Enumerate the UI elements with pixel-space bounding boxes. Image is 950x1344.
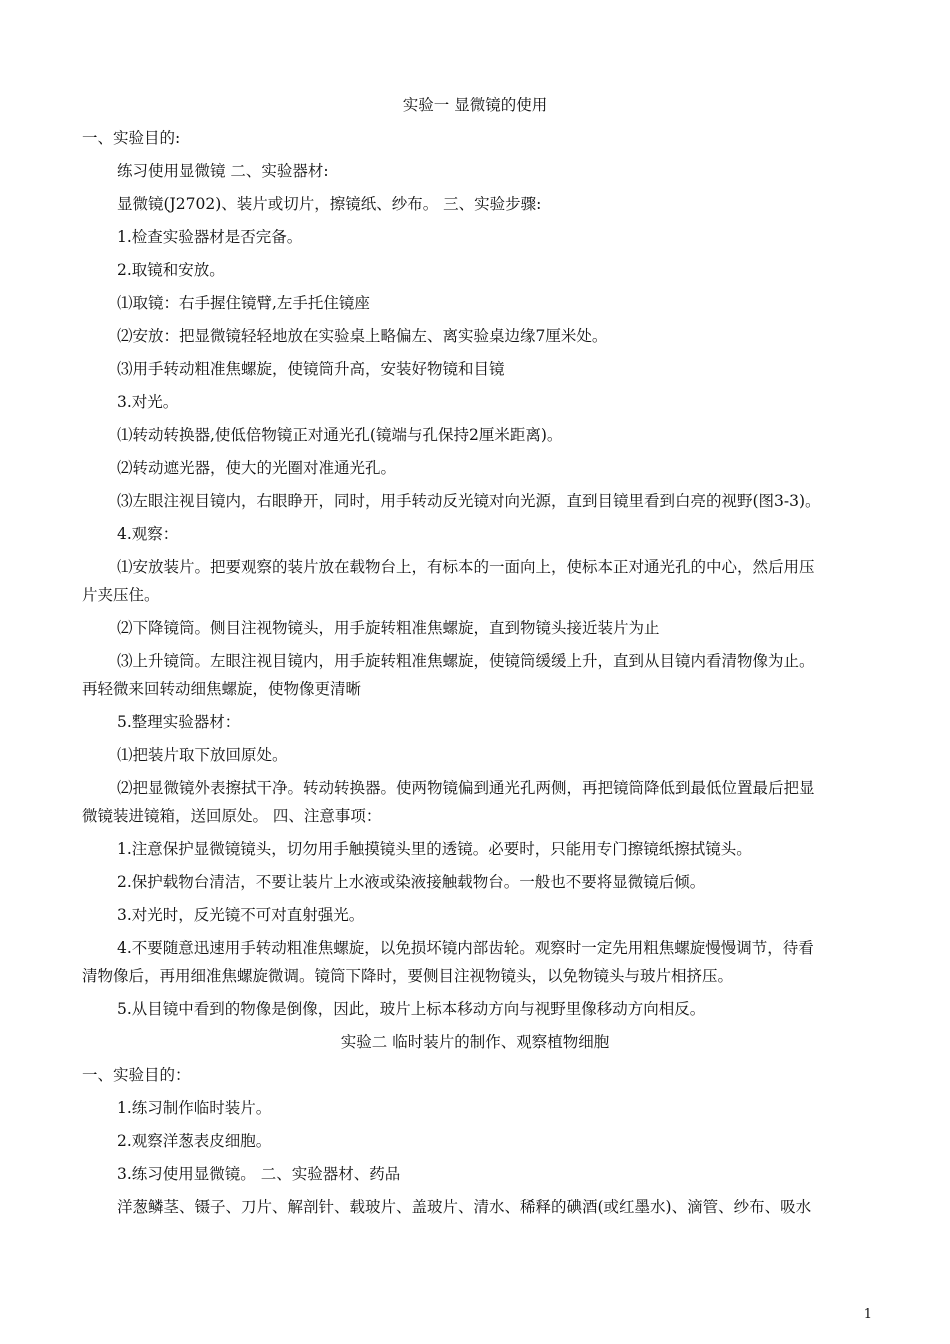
paragraph-line: ⑴转动转换器,使低倍物镜正对通光孔(镜端与孔保持2厘米距离)。 [117,426,563,444]
section-heading: 一、实验目的: [82,129,181,147]
paragraph-line: 4.观察： [117,525,179,543]
paragraph-line: 2.保护载物台清洁，不要让装片上水液或染液接触载物台。一般也不要将显微镜后倾。 [117,873,706,891]
paragraph-line: ⑶上升镜筒。左眼注视目镜内，用手旋转粗准焦螺旋，使镜筒缓缓上升，直到从目镜内看清物像为止。 [117,652,815,670]
paragraph-line: 4.不要随意迅速用手转动粗准焦螺旋，以免损坏镜内部齿轮。观察时一定先用粗焦螺旋慢慢调节，待看 [117,939,814,957]
paragraph-line: ⑶用手转动粗准焦螺旋，使镜筒升高，安装好物镜和目镜 [117,360,505,378]
paragraph-line: 2.观察洋葱表皮细胞。 [117,1132,272,1150]
paragraph-line: ⑵把显微镜外表擦拭干净。转动转换器。使两物镜偏到通光孔两侧，再把镜筒降低到最低位置最后把显 [117,779,815,797]
paragraph-line: 3.练习使用显微镜。 二、实验器材、药品 [117,1165,401,1183]
paragraph-line: 清物像后，再用细准焦螺旋微调。镜筒下降时，要侧目注视物镜头，以免物镜头与玻片相挤压。 [82,967,734,985]
paragraph-line: ⑵转动遮光器，使大的光圈对准通光孔。 [117,459,397,477]
section-heading: 一、实验目的： [82,1066,191,1084]
paragraph-line: ⑴取镜：右手握住镜臂,左手托住镜座 [117,294,370,312]
paragraph-line: 5.整理实验器材： [117,713,241,731]
paragraph-line: 1.注意保护显微镜镜头，切勿用手触摸镜头里的透镜。必要时，只能用专门擦镜纸擦拭镜头。 [117,840,752,858]
paragraph-line: ⑵下降镜筒。侧目注视物镜头，用手旋转粗准焦螺旋，直到物镜头接近装片为止 [117,619,660,637]
paragraph-line: 再轻微来回转动细焦螺旋，使物像更清晰 [82,680,362,698]
paragraph-line: ⑴安放装片。把要观察的装片放在载物台上，有标本的一面向上，使标本正对通光孔的中心，然后用压 [117,558,815,576]
experiment1-title: 实验一 显微镜的使用 [402,96,548,114]
experiment2-title: 实验二 临时装片的制作、观察植物细胞 [340,1033,610,1051]
paragraph-line: 练习使用显微镜 二、实验器材: [117,162,329,180]
paragraph-line: 显微镜(J2702)、装片或切片，擦镜纸、纱布。 三、实验步骤: [117,195,542,213]
paragraph-line: 3.对光时，反光镜不可对直射强光。 [117,906,365,924]
paragraph-line: ⑵安放：把显微镜轻轻地放在实验桌上略偏左、离实验桌边缘7厘米处。 [117,327,608,345]
paragraph-line: 1.练习制作临时装片。 [117,1099,272,1117]
paragraph-line: ⑴把装片取下放回原处。 [117,746,288,764]
paragraph-line: 片夹压住。 [82,586,160,604]
paragraph-line: ⑶左眼注视目镜内，右眼睁开，同时，用手转动反光镜对向光源，直到目镜里看到白亮的视野(图3-3)。 [117,492,821,510]
paragraph-line: 5.从目镜中看到的物像是倒像，因此，玻片上标本移动方向与视野里像移动方向相反。 [117,1000,706,1018]
paragraph-line: 洋葱鳞茎、镊子、刀片、解剖针、载玻片、盖玻片、清水、稀释的碘酒(或红墨水)、滴管、纱布、吸水 [117,1198,812,1216]
paragraph-line: 3.对光。 [117,393,179,411]
paragraph-line: 微镜装进镜箱，送回原处。 四、注意事项： [82,807,382,825]
page-number: 1 [863,1307,872,1322]
paragraph-line: 1.检查实验器材是否完备。 [117,228,303,246]
paragraph-line: 2.取镜和安放。 [117,261,225,279]
